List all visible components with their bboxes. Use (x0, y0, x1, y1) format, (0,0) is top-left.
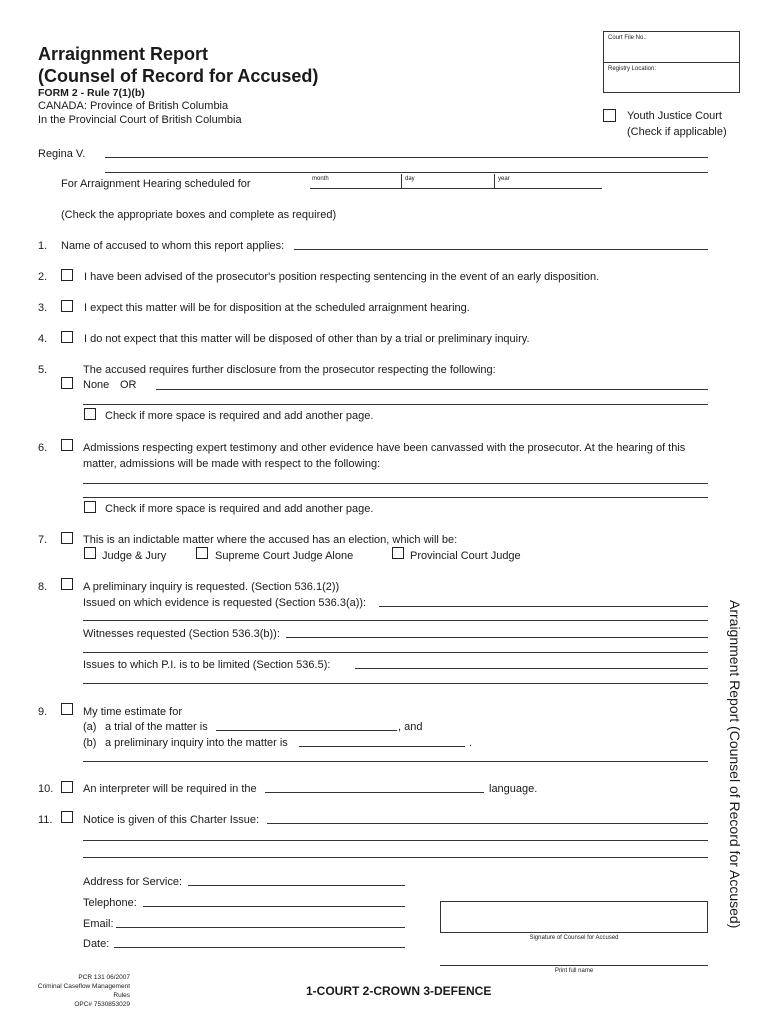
regina-line-1[interactable] (105, 157, 708, 158)
court-line: In the Provincial Court of British Columbia (38, 114, 242, 126)
copies-distribution: 1-COURT 2-CROWN 3-DEFENCE (306, 984, 492, 998)
evidence-line-2[interactable] (83, 620, 708, 621)
item-11-number: 11. (38, 814, 53, 826)
form-code: PCR 131 06/2007 (78, 974, 130, 981)
registry-input[interactable] (608, 74, 737, 90)
charter-line-2[interactable] (83, 840, 708, 841)
item-1-number: 1. (38, 240, 48, 252)
item-9-number: 9. (38, 706, 48, 718)
email-label: Email: (83, 918, 114, 930)
email-line[interactable] (116, 927, 405, 928)
title-line-1: Arraignment Report (38, 44, 209, 64)
witnesses-line-1[interactable] (286, 637, 708, 638)
item-9b-label: (b) (83, 737, 97, 749)
hearing-day-label: day (405, 176, 415, 182)
item-3-checkbox[interactable] (61, 300, 73, 312)
supreme-court-label: Supreme Court Judge Alone (215, 550, 354, 562)
item-5-more-checkbox[interactable] (84, 408, 96, 420)
item-2-text: I have been advised of the prosecutor's position respecting sentencing in the event of an early disposition. (84, 271, 600, 283)
judge-jury-label: Judge & Jury (102, 550, 167, 562)
signature-box[interactable] (440, 901, 708, 933)
item-8-text-2: Issued on which evidence is requested (Section 536.3(a)): (83, 597, 367, 609)
item-5-none-checkbox[interactable] (61, 377, 73, 389)
item-1-text: Name of accused to whom this report applies: (61, 240, 285, 252)
accused-name-line[interactable] (294, 249, 708, 250)
court-file-label: Court File No.: (608, 35, 647, 41)
item-8-text-4: Issues to which P.I. is to be limited (Section 536.5): (83, 659, 331, 671)
item-4-number: 4. (38, 333, 48, 345)
item-6-more-checkbox[interactable] (84, 501, 96, 513)
date-divider-1 (401, 174, 402, 188)
date-label: Date: (83, 938, 110, 950)
hearing-year-label: year (498, 176, 510, 182)
registry-label: Registry Location: (608, 66, 657, 72)
opc-number: OPC# 7530853029 (74, 1001, 130, 1008)
address-label: Address for Service: (83, 876, 183, 888)
address-line[interactable] (188, 885, 405, 886)
item-5-line-1[interactable] (156, 389, 708, 390)
provincial-court-label: Provincial Court Judge (410, 550, 521, 562)
item-5-number: 5. (38, 364, 48, 376)
court-file-box (603, 31, 740, 93)
witnesses-line-2[interactable] (83, 652, 708, 653)
item-10-checkbox[interactable] (61, 781, 73, 793)
item-2-number: 2. (38, 271, 48, 283)
item-9b-end: . (469, 737, 473, 749)
issues-line-1[interactable] (355, 668, 708, 669)
title-line-2: (Counsel of Record for Accused) (38, 66, 319, 86)
print-name-line[interactable] (440, 965, 708, 966)
court-file-input[interactable] (608, 42, 737, 58)
signature-label: Signature of Counsel for Accused (529, 935, 619, 941)
item-4-text: I do not expect that this matter will be disposed of other than by a trial or preliminary inquiry. (84, 333, 530, 345)
item-5-line-2[interactable] (83, 404, 708, 405)
side-title: Arraignment Report (Counsel of Record for Accused) (727, 600, 743, 929)
trial-estimate-line[interactable] (216, 730, 397, 731)
item-5-text: The accused requires further disclosure from the prosecutor respecting the following: (83, 364, 496, 376)
item-6-number: 6. (38, 442, 48, 454)
province-line: CANADA: Province of British Columbia (38, 100, 229, 112)
item-10-end: language. (489, 783, 538, 795)
item-6-text-1: Admissions respecting expert testimony and other evidence have been canvassed with the prosecutor. At the hearing of this (83, 442, 686, 454)
evidence-line-1[interactable] (379, 606, 708, 607)
item-7-checkbox[interactable] (61, 532, 73, 544)
charter-line-3[interactable] (83, 857, 708, 858)
item-8-number: 8. (38, 581, 48, 593)
regina-line-2[interactable] (105, 172, 708, 173)
item-6-line-2[interactable] (83, 497, 708, 498)
item-9a-end: , and (398, 721, 423, 733)
date-divider-2 (494, 174, 495, 188)
item-6-text-2: matter, admissions will be made with respect to the following: (83, 458, 381, 470)
item-6-more-text: Check if more space is required and add another page. (105, 503, 374, 515)
regina-label: Regina V. (38, 148, 86, 160)
judge-jury-checkbox[interactable] (84, 547, 96, 559)
telephone-label: Telephone: (83, 897, 137, 909)
form-number: FORM 2 - Rule 7(1)(b) (38, 87, 145, 99)
item-7-text: This is an indictable matter where the accused has an election, which will be: (83, 534, 458, 546)
item-3-number: 3. (38, 302, 48, 314)
item-7-number: 7. (38, 534, 48, 546)
hearing-month-label: month (312, 176, 329, 182)
youth-justice-checkbox[interactable] (603, 109, 616, 122)
item-5-more-text: Check if more space is required and add another page. (105, 410, 374, 422)
item-8-text-1: A preliminary inquiry is requested. (Section 536.1(2)) (83, 581, 340, 593)
hearing-date-box[interactable] (310, 174, 602, 189)
item-6-line-1[interactable] (83, 483, 708, 484)
item-5-none-label: None (83, 379, 110, 391)
hearing-label: For Arraignment Hearing scheduled for (61, 178, 251, 190)
provincial-court-checkbox[interactable] (392, 547, 404, 559)
charter-line-1[interactable] (267, 823, 708, 824)
file-box-divider (604, 62, 739, 63)
pi-estimate-line[interactable] (299, 746, 465, 747)
item-9a-text: a trial of the matter is (105, 721, 208, 733)
youth-justice-label: Youth Justice Court (627, 110, 722, 122)
item-6-checkbox[interactable] (61, 439, 73, 451)
item-10-number: 10. (38, 783, 54, 795)
item-2-checkbox[interactable] (61, 269, 73, 281)
item-9-text: My time estimate for (83, 706, 183, 718)
form-title (38, 43, 318, 87)
item-11-checkbox[interactable] (61, 811, 73, 823)
item-4-checkbox[interactable] (61, 331, 73, 343)
supreme-court-checkbox[interactable] (196, 547, 208, 559)
date-line[interactable] (114, 947, 405, 948)
issues-line-2[interactable] (83, 683, 708, 684)
telephone-line[interactable] (143, 906, 405, 907)
item-8-checkbox[interactable] (61, 578, 73, 590)
item-3-text: I expect this matter will be for disposition at the scheduled arraignment hearing. (84, 302, 470, 314)
item-9b-text: a preliminary inquiry into the matter is (105, 737, 288, 749)
footer-codes (20, 973, 130, 1009)
item-9-checkbox[interactable] (61, 703, 73, 715)
interpreter-language-line[interactable] (265, 792, 484, 793)
rules-name: Criminal Caseflow Management Rules (37, 983, 130, 999)
print-name-label: Print full name (554, 968, 594, 974)
item-5-or-label: OR (120, 379, 137, 391)
instructions: (Check the appropriate boxes and complete as required) (61, 209, 337, 221)
item-9a-label: (a) (83, 721, 97, 733)
item-8-text-3: Witnesses requested (Section 536.3(b)): (83, 628, 280, 640)
item-9-extra-line[interactable] (83, 761, 708, 762)
youth-justice-sub: (Check if applicable) (627, 126, 727, 138)
item-10-text: An interpreter will be required in the (83, 783, 257, 795)
item-11-text: Notice is given of this Charter Issue: (83, 814, 260, 826)
